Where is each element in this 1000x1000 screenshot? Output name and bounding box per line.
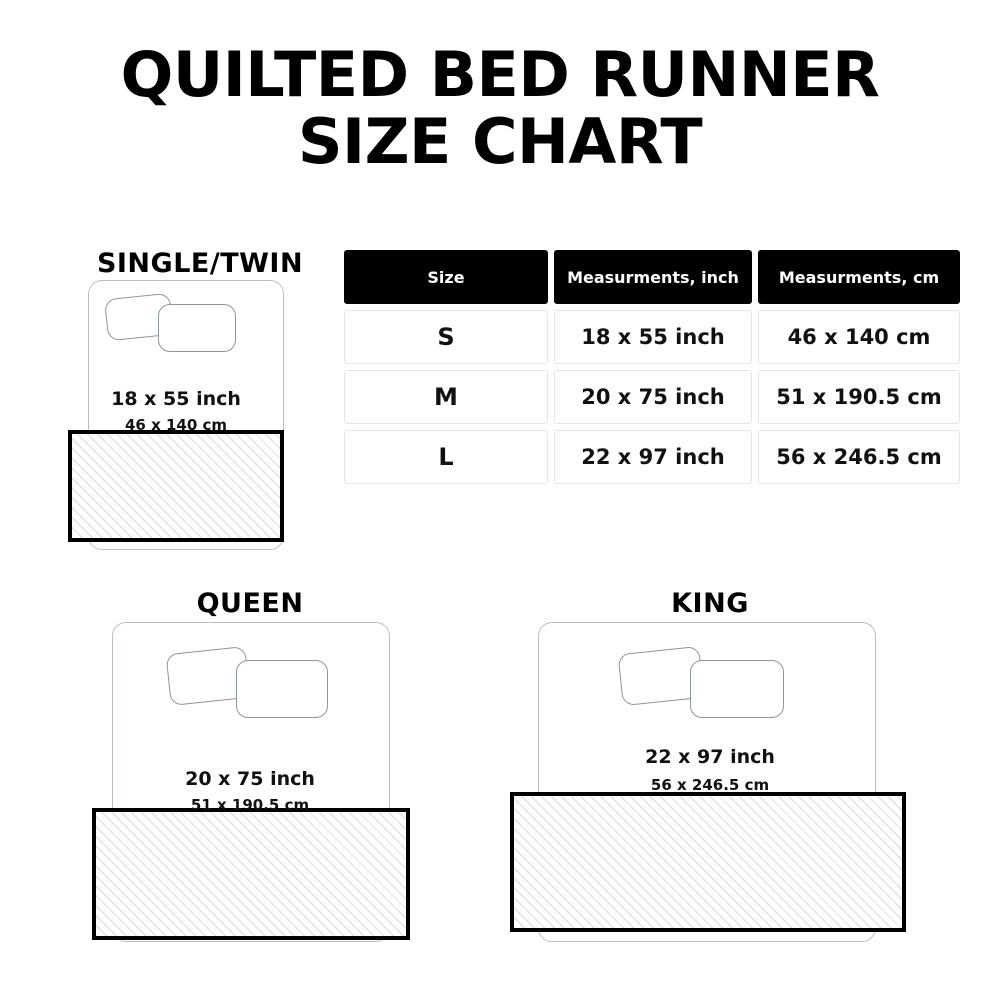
page-title [0, 38, 1000, 178]
dimension-inch-single-twin: 18 x 55 inch [111, 388, 241, 410]
pillow-right [690, 660, 784, 718]
title-line-2: SIZE CHART [297, 104, 703, 178]
bed-label-queen: QUEEN [196, 588, 304, 619]
table-cell-cm: 51 x 190.5 cm [758, 370, 960, 424]
dimension-inch-king: 22 x 97 inch [645, 746, 775, 768]
bed-label-single-twin: SINGLE/TWIN [96, 248, 304, 279]
table-header-size: Size [344, 250, 548, 304]
table-cell-inch: 18 x 55 inch [554, 310, 752, 364]
table-cell-cm: 46 x 140 cm [758, 310, 960, 364]
table-cell-cm: 56 x 246.5 cm [758, 430, 960, 484]
pillow-right [158, 304, 236, 352]
title-line-1: QUILTED BED RUNNER [120, 38, 880, 111]
table-header-row [344, 250, 966, 304]
table-header-inch: Measurments, inch [554, 250, 752, 304]
table-row [344, 310, 966, 364]
bed-runner-queen [92, 808, 410, 940]
bed-runner-single-twin [68, 430, 284, 542]
dimension-cm-king: 56 x 246.5 cm [650, 776, 770, 794]
pillow-right [236, 660, 328, 718]
bed-runner-king [510, 792, 906, 932]
bed-label-king: KING [671, 588, 749, 619]
table-row [344, 370, 966, 424]
table-cell-size: S [344, 310, 548, 364]
table-cell-size: L [344, 430, 548, 484]
dimension-cm-single-twin: 46 x 140 cm [124, 416, 228, 434]
table-cell-inch: 20 x 75 inch [554, 370, 752, 424]
table-header-cm: Measurments, cm [758, 250, 960, 304]
dimension-inch-queen: 20 x 75 inch [185, 768, 315, 790]
table-cell-inch: 22 x 97 inch [554, 430, 752, 484]
dimension-cm-queen: 51 x 190.5 cm [190, 796, 310, 814]
table-row [344, 430, 966, 484]
size-table [344, 250, 966, 490]
table-cell-size: M [344, 370, 548, 424]
